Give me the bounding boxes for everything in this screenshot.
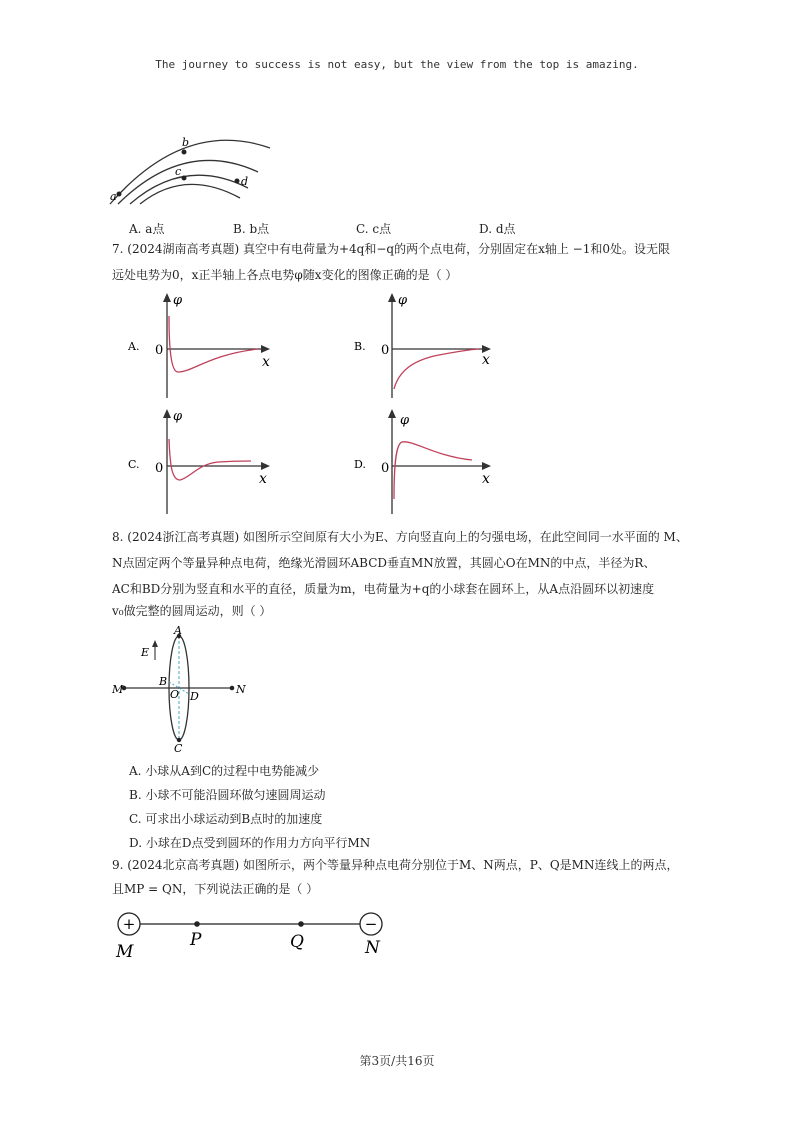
svg-text:B: B xyxy=(159,675,168,688)
svg-text:Q: Q xyxy=(290,932,304,952)
svg-text:C: C xyxy=(174,742,183,754)
q6-option-d: D. d点 xyxy=(479,222,516,236)
q8-stem-line2: N点固定两个等量异种点电荷，绝缘光滑圆环ABCD垂直MN放置，其圆心O在MN的中点，半径为R、 xyxy=(112,556,656,570)
svg-text:+: + xyxy=(122,915,136,933)
svg-text:−: − xyxy=(364,915,378,933)
svg-text:φ: φ xyxy=(398,293,408,308)
q6-option-c: C. c点 xyxy=(356,222,392,236)
q6-option-b: B. b点 xyxy=(233,222,270,236)
q8-stem-line4: v₀做完整的圆周运动，则（ ） xyxy=(112,604,272,618)
equipotential-arcs-figure xyxy=(100,128,280,208)
label-b: b xyxy=(182,136,190,149)
graph-c-label: C. xyxy=(128,458,140,471)
svg-text:0: 0 xyxy=(155,343,164,358)
q8-option-b: B. 小球不可能沿圆环做匀速圆周运动 xyxy=(129,788,326,802)
svg-text:0: 0 xyxy=(381,343,390,358)
q9-stem-line1: 9. (2024北京高考真题) 如图所示，两个等量异种点电荷分别位于M、N两点，P、Q是MN连线上的两点， xyxy=(112,858,679,872)
svg-text:x: x xyxy=(482,471,490,487)
svg-text:φ: φ xyxy=(400,413,410,428)
svg-text:N: N xyxy=(365,938,380,958)
svg-text:0: 0 xyxy=(381,461,390,476)
label-d: d xyxy=(241,175,249,188)
svg-text:x: x xyxy=(482,352,490,368)
q7-stem-line2: 远处电势为0，x正半轴上各点电势φ随x变化的图像正确的是（ ） xyxy=(112,268,458,282)
q7-graph-c xyxy=(128,404,288,516)
label-a: a xyxy=(110,190,117,203)
svg-text:φ: φ xyxy=(173,293,183,308)
label-c: c xyxy=(175,165,182,178)
graph-b-label: B. xyxy=(354,340,366,353)
point-c xyxy=(182,176,187,181)
q7-graph-d xyxy=(354,404,514,516)
q7-graph-b xyxy=(354,288,514,400)
page-header: The journey to success is not easy, but the view from the top is amazing. xyxy=(155,58,639,71)
q9-charges-figure xyxy=(108,908,398,968)
svg-text:0: 0 xyxy=(155,461,164,476)
svg-text:M: M xyxy=(116,942,134,962)
svg-text:P: P xyxy=(190,930,202,950)
q8-option-d: D. 小球在D点受到圆环的作用力方向平行MN xyxy=(129,836,371,850)
q8-option-c: C. 可求出小球运动到B点时的加速度 xyxy=(129,812,323,826)
svg-text:D: D xyxy=(190,690,199,703)
svg-text:O: O xyxy=(170,688,180,701)
graph-a-label: A. xyxy=(128,340,140,353)
graph-d-label: D. xyxy=(354,458,366,471)
q8-ring-figure xyxy=(108,622,258,754)
page-number: 第3页/共16页 xyxy=(359,1054,435,1068)
q7-stem-line1: 7. (2024湖南高考真题) 真空中有电荷量为+4q和−q的两个点电荷，分别固定在x轴上 −1和0处。设无限 xyxy=(112,242,670,256)
graph-d-curve xyxy=(394,442,472,499)
svg-text:E: E xyxy=(141,646,150,659)
graph-c-curve xyxy=(169,439,251,480)
q8-stem-line1: 8. (2024浙江高考真题) 如图所示空间原有大小为E、方向竖直向上的匀强电场，在此空间同一水平面的 M、 xyxy=(112,530,688,544)
svg-text:x: x xyxy=(259,471,267,487)
graph-a-curve xyxy=(169,316,258,372)
q6-option-a: A. a点 xyxy=(129,222,165,236)
svg-text:N: N xyxy=(236,683,246,696)
q8-option-a: A. 小球从A到C的过程中电势能减少 xyxy=(129,764,320,778)
q9-stem-line2: 且MP = QN，下列说法正确的是（ ） xyxy=(112,882,319,896)
svg-text:M: M xyxy=(112,683,124,696)
q8-stem-line3: AC和BD分别为竖直和水平的直径，质量为m，电荷量为+q的小球套在圆环上，从A点沿圆环以初速度 xyxy=(112,582,655,596)
point-b xyxy=(182,150,187,155)
point-d xyxy=(235,179,240,184)
svg-text:x: x xyxy=(262,354,270,370)
svg-text:A: A xyxy=(174,624,182,637)
point-a xyxy=(117,192,122,197)
q7-graph-a xyxy=(128,288,288,400)
graph-b-curve xyxy=(394,349,479,389)
svg-text:φ: φ xyxy=(173,409,183,424)
